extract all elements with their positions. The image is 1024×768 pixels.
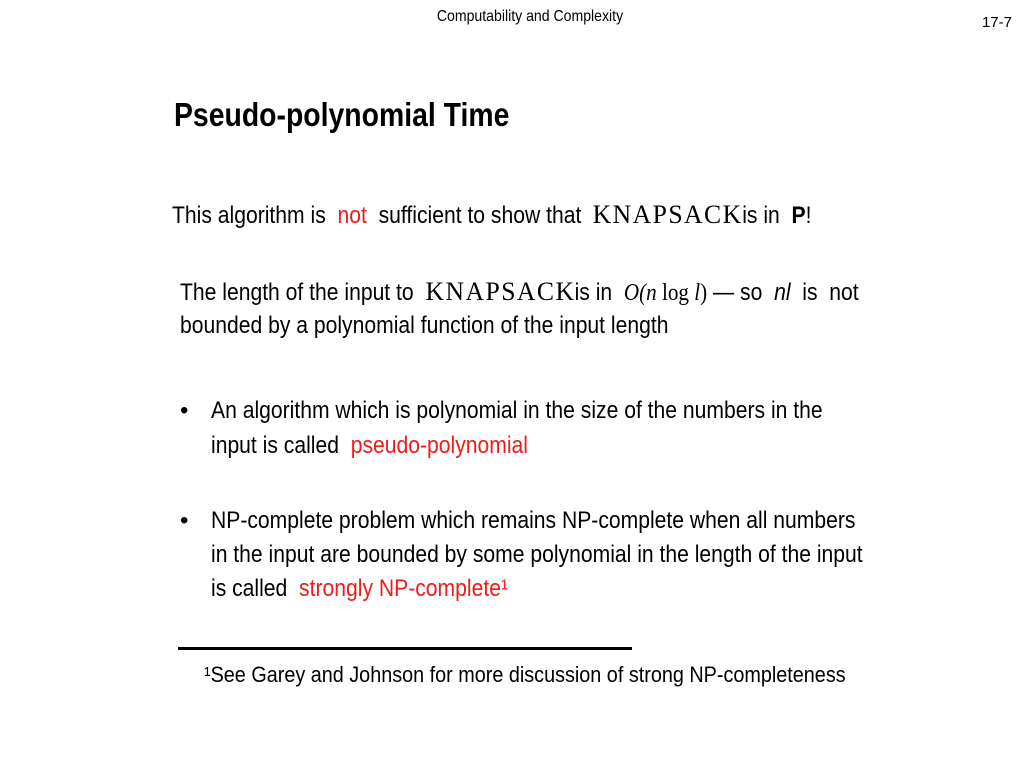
nl-term: nl — [774, 279, 791, 306]
knapsack-problem-name: KNAPSACK — [593, 200, 744, 229]
math-log: log — [662, 280, 689, 306]
complexity-expression — [624, 280, 707, 306]
bullet-1-line-1: An algorithm which is polynomial in the size of the numbers in the — [211, 397, 823, 424]
length-line-1 — [180, 277, 859, 307]
statement-line — [172, 200, 811, 230]
bullet-2-prefix: is called — [211, 575, 288, 602]
bullet-2-marker: • — [180, 507, 189, 534]
length-line-2: bounded by a polynomial function of the input length — [180, 312, 669, 339]
math-close: ) — [700, 280, 708, 306]
bullet-1-line-2 — [211, 432, 528, 460]
page-number: 17-7 — [981, 14, 1012, 31]
em-dash: — — [713, 279, 735, 306]
length-prefix: The length of the input to — [180, 279, 414, 306]
footnote-divider — [178, 647, 632, 650]
bullet-2-line-1: NP-complete problem which remains NP-complete when all numbers — [211, 507, 856, 534]
slide-title: Pseudo-polynomial Time — [174, 96, 510, 133]
pseudo-polynomial-term: pseudo-polynomial — [350, 432, 529, 459]
math-l: l — [694, 280, 701, 306]
length-so: so — [740, 279, 763, 306]
knapsack-problem-name-2: KNAPSACK — [425, 277, 576, 306]
bullet-1-marker: • — [180, 397, 189, 424]
statement-middle: sufficient to show that — [378, 202, 582, 229]
length-is-not: is not — [802, 279, 859, 306]
length-is-in: is in — [574, 279, 613, 306]
complexity-class-p: P — [791, 202, 806, 229]
statement-suffix: is in — [742, 202, 780, 229]
bullet-1-prefix: input is called — [211, 432, 339, 459]
header-title: Computability and Complexity — [436, 8, 624, 25]
statement-prefix: This algorithm is — [172, 202, 326, 229]
big-o: O( — [623, 280, 647, 306]
bullet-2-line-3 — [211, 575, 508, 603]
bullet-2-line-2: in the input are bounded by some polynomial in the length of the input — [211, 541, 863, 568]
footnote: ¹See Garey and Johnson for more discussion of strong NP-completeness — [204, 662, 846, 687]
math-n: n — [646, 280, 657, 306]
statement-not: not — [337, 202, 367, 229]
strongly-np-complete-term: strongly NP-complete¹ — [299, 575, 508, 602]
statement-end: ! — [805, 202, 812, 229]
